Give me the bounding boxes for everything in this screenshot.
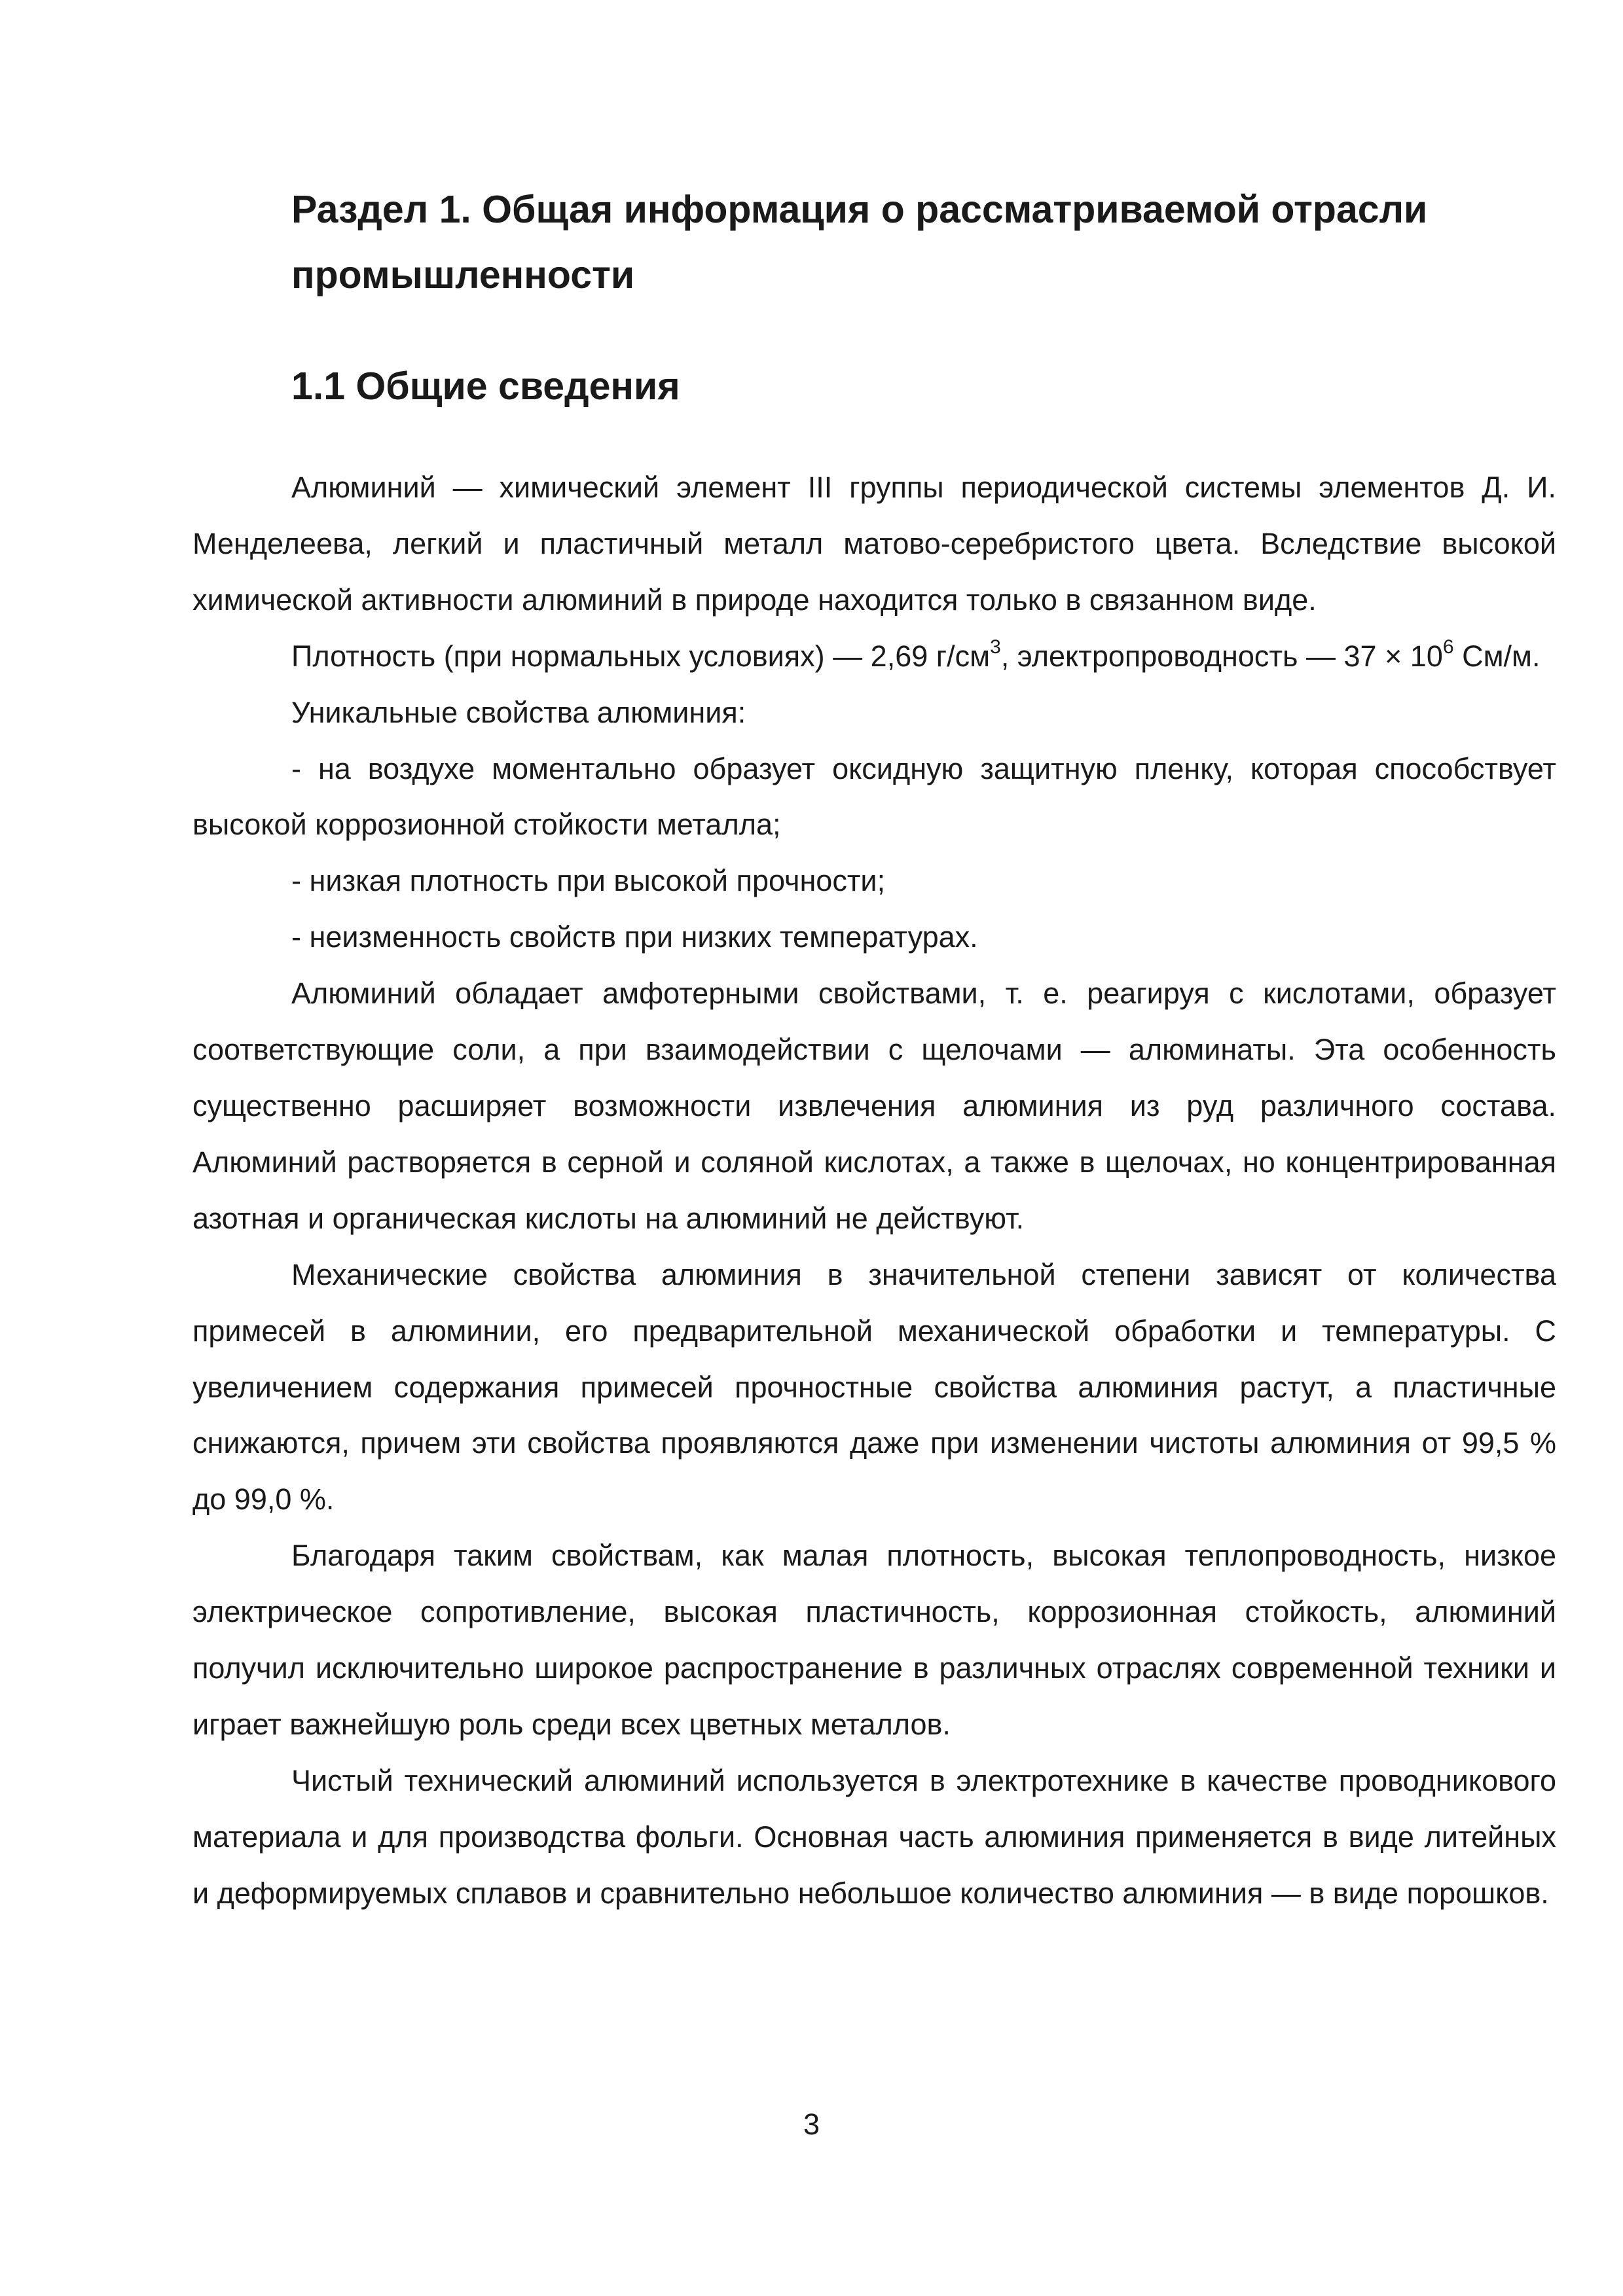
page-number: 3 bbox=[803, 2108, 820, 2141]
paragraph-amphoteric: Алюминий обладает амфотерными свойствами, т. е. реагируя с кислотами, образует соответствующие соли, а при взаимодействии с щелочами — алюминаты. Эта особенность существенно расширяет возможности извлечения алюминия из руд различного состава. Алюминий растворяется в серной и соляной кислотах, а также в щелочах, но концентрированная азотная и органическая кислоты на алюминий не действуют. bbox=[192, 977, 1556, 1235]
paragraph-density bbox=[192, 628, 1556, 685]
section-heading: Раздел 1. Общая информация о рассматриваемой отрасли промышленности bbox=[291, 188, 1428, 296]
paragraph-mechanical: Механические свойства алюминия в значительной степени зависят от количества примесей в алюминии, его предварительной механической обработки и температуры. С увеличением содержания примесей прочностные свойства алюминия растут, а пластичные снижаются, причем эти свойства проявляются даже при изменении чистоты алюминия от 99,5 % до 99,0 %. bbox=[192, 1257, 1556, 1516]
conductivity-text: , электропроводность — 37 × 10 bbox=[1000, 639, 1443, 673]
list-item-low-density: - низкая плотность при высокой прочности; bbox=[291, 864, 886, 898]
conductivity-exponent: 6 bbox=[1442, 636, 1454, 658]
list-item-oxide-film: - на воздухе моментально образует оксидную защитную пленку, которая способствует высокой коррозионной стойкости металла; bbox=[192, 751, 1556, 842]
paragraph-applications: Благодаря таким свойствам, как малая плотность, высокая теплопроводность, низкое электрическое сопротивление, высокая пластичность, коррозионная стойкость, алюминий получил исключительно широкое распространение в различных отраслях современной техники и играет важнейшую роль среди всех цветных металлов. bbox=[192, 1539, 1556, 1741]
subsection-heading: 1.1 Общие сведения bbox=[291, 365, 680, 408]
paragraph-properties-intro: Уникальные свойства алюминия: bbox=[291, 695, 746, 729]
density-text: Плотность (при нормальных условиях) — 2,69 г/см bbox=[291, 639, 991, 673]
list-item-low-temperature: - неизменность свойств при низких температурах. bbox=[291, 920, 978, 954]
conductivity-unit: См/м. bbox=[1453, 639, 1541, 673]
density-exponent: 3 bbox=[990, 636, 1001, 658]
section-heading-block bbox=[291, 177, 1555, 308]
paragraph-technical-aluminum: Чистый технический алюминий используется в электротехнике в качестве проводникового материала и для производства фольги. Основная часть алюминия применяется в виде литейных и деформируемых сплавов и сравнительно небольшое количество алюминия — в виде порошков. bbox=[192, 1763, 1556, 1910]
body-text bbox=[192, 459, 1556, 1922]
paragraph-definition: Алюминий — химический элемент III группы периодической системы элементов Д. И. Менделеева, легкий и пластичный металл матово-серебристого цвета. Вследствие высокой химической активности алюминий в природе находится только в связанном виде. bbox=[192, 471, 1556, 617]
